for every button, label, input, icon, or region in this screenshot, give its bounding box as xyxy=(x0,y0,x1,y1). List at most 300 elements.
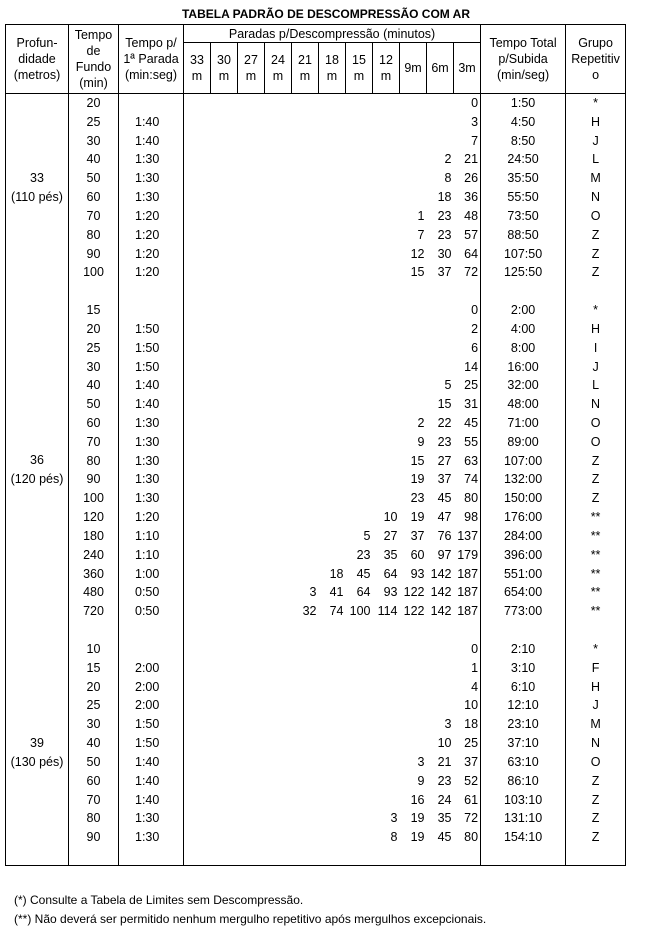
spacer-cell xyxy=(69,621,119,640)
stop-cell xyxy=(319,696,346,715)
table-row xyxy=(6,809,626,828)
spacer-cell xyxy=(566,621,626,640)
stop-cell: 76 xyxy=(437,528,452,543)
stop-header xyxy=(454,43,481,94)
stop-cell xyxy=(427,338,454,357)
spacer-cell xyxy=(6,847,69,866)
first-stop-cell: 1:30 xyxy=(119,828,184,847)
group-header-line: Repetitiv xyxy=(571,52,620,66)
stop-cell xyxy=(346,734,373,753)
stop-cell xyxy=(211,809,238,828)
stop-cell xyxy=(319,206,346,225)
stop-cell xyxy=(184,640,211,659)
group-cell: * xyxy=(566,301,626,320)
stop-cell xyxy=(184,206,211,225)
stop-cell: 7 xyxy=(471,133,479,148)
stop-cell xyxy=(211,338,238,357)
stop-cell: 24 xyxy=(437,792,452,807)
spacer-cell xyxy=(481,621,566,640)
stop-header-line: 21 xyxy=(298,53,312,67)
stop-cell xyxy=(184,734,211,753)
total-time-cell: 55:50 xyxy=(481,188,566,207)
stop-cell: 41 xyxy=(329,585,344,600)
depth-cell xyxy=(6,169,69,204)
stop-cell xyxy=(346,432,373,451)
stop-header xyxy=(373,43,400,94)
stop-cell: 2 xyxy=(417,415,425,430)
stop-cell: 32 xyxy=(302,604,317,619)
first-stop-header-line: 1ª Parada xyxy=(123,52,179,66)
stop-cell xyxy=(184,263,211,282)
stop-cell xyxy=(184,451,211,470)
spacer-cell xyxy=(400,847,427,866)
stop-cell: 3 xyxy=(309,585,317,600)
stop-cell: 63 xyxy=(464,453,479,468)
spacer-cell xyxy=(6,282,69,301)
stop-cell xyxy=(265,658,292,677)
stop-cell xyxy=(292,658,319,677)
stop-cell xyxy=(238,677,265,696)
stop-cell: 0 xyxy=(471,641,479,656)
stop-cell xyxy=(346,301,373,320)
stop-cell xyxy=(319,395,346,414)
total-time-cell: 107:00 xyxy=(481,451,566,470)
depth-cell xyxy=(6,527,69,546)
stop-cell: 19 xyxy=(410,510,425,525)
stop-cell xyxy=(211,771,238,790)
bottom-time-cell: 70 xyxy=(69,432,119,451)
stop-cell: 142 xyxy=(430,604,452,619)
stop-cell xyxy=(211,244,238,263)
stop-header-line: 27 xyxy=(244,53,258,67)
stop-cell: 19 xyxy=(410,811,425,826)
total-time-cell: 150:00 xyxy=(481,489,566,508)
spacer-cell xyxy=(292,282,319,301)
stop-cell: 37 xyxy=(437,472,452,487)
spacer-cell xyxy=(292,847,319,866)
stop-cell xyxy=(265,489,292,508)
stop-cell xyxy=(292,395,319,414)
stop-cell xyxy=(184,790,211,809)
first-stop-cell: 1:30 xyxy=(119,489,184,508)
stop-cell xyxy=(211,451,238,470)
stop-cell xyxy=(238,640,265,659)
table-row xyxy=(6,188,626,207)
stop-cell xyxy=(211,263,238,282)
stop-cell: 3 xyxy=(390,811,398,826)
stop-cell xyxy=(184,809,211,828)
stop-cell xyxy=(400,715,427,734)
stop-cell xyxy=(346,244,373,263)
stop-cell xyxy=(373,677,400,696)
table-title: TABELA PADRÃO DE DESCOMPRESSÃO COM AR xyxy=(181,7,470,21)
stop-cell xyxy=(265,752,292,771)
stop-cell xyxy=(319,470,346,489)
stop-header-line: m xyxy=(353,69,365,83)
stop-cell: 93 xyxy=(410,566,425,581)
stop-cell xyxy=(211,301,238,320)
stop-cell: 45 xyxy=(356,566,371,581)
first-stop-cell: 1:20 xyxy=(119,225,184,244)
stop-cell xyxy=(211,715,238,734)
stop-cell xyxy=(292,564,319,583)
stop-cell xyxy=(211,414,238,433)
table-row xyxy=(6,658,626,677)
table-row xyxy=(6,169,626,188)
table-row xyxy=(6,508,626,527)
stop-cell xyxy=(265,677,292,696)
stop-cell xyxy=(292,508,319,527)
stop-cell xyxy=(238,150,265,169)
stop-cell xyxy=(211,583,238,602)
stop-cell xyxy=(265,790,292,809)
stop-cell xyxy=(400,357,427,376)
first-stop-cell: 1:40 xyxy=(119,790,184,809)
bottom-time-cell: 40 xyxy=(69,150,119,169)
stop-cell xyxy=(400,319,427,338)
group-cell: ** xyxy=(566,527,626,546)
stop-cell xyxy=(346,752,373,771)
stop-cell: 7 xyxy=(417,227,425,242)
stop-cell xyxy=(184,564,211,583)
stop-cell xyxy=(211,752,238,771)
stop-cell xyxy=(427,319,454,338)
depth-feet: (120 pés) xyxy=(10,472,64,487)
depth-cell xyxy=(6,828,69,847)
stop-cell xyxy=(373,94,400,113)
stop-cell xyxy=(238,508,265,527)
stop-cell xyxy=(373,206,400,225)
stop-cell: 64 xyxy=(356,585,371,600)
stop-cell xyxy=(184,489,211,508)
stop-cell xyxy=(292,451,319,470)
stop-cell xyxy=(238,395,265,414)
stop-cell xyxy=(184,94,211,113)
table-row xyxy=(6,828,626,847)
depth-cell xyxy=(6,150,69,169)
depth-cell xyxy=(6,715,69,734)
spacer-cell xyxy=(119,282,184,301)
group-cell: J xyxy=(566,357,626,376)
bottom-time-cell: 180 xyxy=(69,527,119,546)
stop-header xyxy=(292,43,319,94)
stop-cell xyxy=(400,640,427,659)
stop-cell xyxy=(346,508,373,527)
stop-cell: 5 xyxy=(444,378,452,393)
stop-cell xyxy=(184,169,211,188)
stop-cell xyxy=(265,131,292,150)
stop-cell: 64 xyxy=(383,566,398,581)
group-cell: Z xyxy=(566,809,626,828)
stop-header-line: 33 xyxy=(190,53,204,67)
bottom-time-cell: 25 xyxy=(69,696,119,715)
stop-cell xyxy=(400,301,427,320)
group-cell: Z xyxy=(566,225,626,244)
spacer-cell xyxy=(265,621,292,640)
stop-cell xyxy=(238,451,265,470)
stop-cell xyxy=(319,771,346,790)
stop-cell xyxy=(346,188,373,207)
group-cell: N xyxy=(566,188,626,207)
depth-cell xyxy=(6,790,69,809)
stop-cell xyxy=(427,677,454,696)
stop-cell xyxy=(427,357,454,376)
stop-cell: 187 xyxy=(457,585,479,600)
table-row xyxy=(6,677,626,696)
stop-cell xyxy=(238,319,265,338)
stop-cell xyxy=(346,677,373,696)
spacer-cell xyxy=(319,282,346,301)
stop-cell xyxy=(238,752,265,771)
stop-cell xyxy=(265,545,292,564)
spacer-cell xyxy=(427,847,454,866)
stop-cell: 45 xyxy=(464,415,479,430)
bottom-time-header xyxy=(69,25,119,94)
stop-cell: 0 xyxy=(471,303,479,318)
depth-cell xyxy=(6,131,69,150)
spacer-cell xyxy=(119,847,184,866)
table-row xyxy=(6,564,626,583)
stop-cell xyxy=(292,470,319,489)
first-stop-header-line: Tempo p/ xyxy=(125,36,177,50)
stop-cell xyxy=(319,790,346,809)
first-stop-cell: 1:50 xyxy=(119,715,184,734)
bottom-time-cell: 20 xyxy=(69,319,119,338)
stop-cell xyxy=(238,658,265,677)
stop-header-line: 9m xyxy=(404,61,422,75)
stop-cell xyxy=(238,734,265,753)
stop-cell xyxy=(238,432,265,451)
stop-cell: 15 xyxy=(437,397,452,412)
group-cell: ** xyxy=(566,583,626,602)
stop-cell xyxy=(319,244,346,263)
depth-cell xyxy=(6,564,69,583)
stop-cell xyxy=(292,640,319,659)
bottom-time-cell: 70 xyxy=(69,206,119,225)
group-cell: N xyxy=(566,395,626,414)
stop-cell: 9 xyxy=(417,773,425,788)
stop-cell xyxy=(373,131,400,150)
total-time-cell: 4:00 xyxy=(481,319,566,338)
footnote-2: (**) Não deverá ser permitido nenhum mergulho repetitivo após mergulhos excepcionais. xyxy=(14,912,487,926)
total-time-cell: 154:10 xyxy=(481,828,566,847)
stop-cell xyxy=(211,169,238,188)
stop-cell xyxy=(373,263,400,282)
stop-cell xyxy=(211,319,238,338)
spacer-cell xyxy=(292,621,319,640)
table-row xyxy=(6,414,626,433)
stop-header xyxy=(238,43,265,94)
stop-cell xyxy=(265,640,292,659)
stop-cell xyxy=(373,658,400,677)
stop-cell xyxy=(400,94,427,113)
bottom-time-header-line: Tempo xyxy=(74,28,113,42)
stop-cell: 52 xyxy=(464,773,479,788)
stop-header-line: 6m xyxy=(431,61,449,75)
depth-cell xyxy=(6,357,69,376)
total-time-cell: 86:10 xyxy=(481,771,566,790)
stop-cell: 100 xyxy=(349,604,371,619)
spacer-cell xyxy=(211,621,238,640)
group-cell: H xyxy=(566,677,626,696)
stop-cell: 10 xyxy=(383,510,398,525)
first-stop-cell: 1:30 xyxy=(119,169,184,188)
spacer-cell xyxy=(373,621,400,640)
stop-cell xyxy=(265,809,292,828)
stop-cell xyxy=(238,263,265,282)
stop-cell xyxy=(292,301,319,320)
stop-cell: 19 xyxy=(410,472,425,487)
stop-cell: 55 xyxy=(464,434,479,449)
total-time-cell: 2:00 xyxy=(481,301,566,320)
total-time-cell: 176:00 xyxy=(481,508,566,527)
stop-cell xyxy=(184,508,211,527)
bottom-time-cell: 60 xyxy=(69,771,119,790)
stop-cell xyxy=(346,640,373,659)
group-cell: ** xyxy=(566,545,626,564)
stop-cell xyxy=(346,828,373,847)
stop-cell xyxy=(373,771,400,790)
table-row xyxy=(6,131,626,150)
first-stop-cell: 1:10 xyxy=(119,527,184,546)
table-row xyxy=(6,301,626,320)
stop-cell: 97 xyxy=(437,547,452,562)
stop-cell xyxy=(346,395,373,414)
stop-cell xyxy=(184,225,211,244)
stop-cell: 18 xyxy=(464,717,479,732)
stop-cell xyxy=(346,771,373,790)
total-time-header-line: Tempo Total xyxy=(489,36,557,50)
depth-cell xyxy=(6,508,69,527)
stop-cell: 12 xyxy=(410,246,425,261)
bottom-time-cell: 30 xyxy=(69,131,119,150)
stop-cell xyxy=(211,188,238,207)
stop-cell: 47 xyxy=(437,510,452,525)
stop-cell: 80 xyxy=(464,830,479,845)
table-row xyxy=(6,112,626,131)
depth-cell xyxy=(6,640,69,659)
stop-cell: 36 xyxy=(464,190,479,205)
table-row xyxy=(6,470,626,489)
stop-cell: 137 xyxy=(457,528,479,543)
total-time-cell: 23:10 xyxy=(481,715,566,734)
stop-cell xyxy=(400,338,427,357)
stop-cell xyxy=(265,112,292,131)
total-time-cell: 48:00 xyxy=(481,395,566,414)
stop-cell: 8 xyxy=(390,830,398,845)
stop-cell: 93 xyxy=(383,585,398,600)
stop-cell: 114 xyxy=(377,604,398,619)
bottom-time-cell: 15 xyxy=(69,658,119,677)
first-stop-cell: 0:50 xyxy=(119,602,184,621)
spacer-cell xyxy=(373,282,400,301)
stop-cell xyxy=(373,244,400,263)
total-time-header-line: (min/seg) xyxy=(497,68,550,82)
stop-cell xyxy=(292,696,319,715)
stop-cell xyxy=(292,169,319,188)
stop-cell: 98 xyxy=(464,510,479,525)
spacer-cell xyxy=(481,847,566,866)
first-stop-cell: 1:50 xyxy=(119,319,184,338)
stop-cell xyxy=(292,263,319,282)
stop-cell xyxy=(319,658,346,677)
spacer-cell xyxy=(265,847,292,866)
stop-cell xyxy=(319,432,346,451)
stop-cell xyxy=(238,206,265,225)
bottom-time-cell: 40 xyxy=(69,376,119,395)
stop-cell xyxy=(238,470,265,489)
stop-cell xyxy=(211,489,238,508)
stop-cell: 25 xyxy=(464,378,479,393)
table-row xyxy=(6,752,626,771)
group-cell: Z xyxy=(566,771,626,790)
stop-cell xyxy=(238,696,265,715)
stop-cell xyxy=(211,395,238,414)
total-time-cell: 132:00 xyxy=(481,470,566,489)
stop-cell xyxy=(211,376,238,395)
spacer-cell xyxy=(454,847,481,866)
stop-cell xyxy=(184,752,211,771)
stop-cell xyxy=(184,338,211,357)
stop-cell xyxy=(238,771,265,790)
spacer-cell xyxy=(427,621,454,640)
stop-header xyxy=(427,43,454,94)
spacer-cell xyxy=(184,621,211,640)
depth-label xyxy=(6,734,68,772)
stop-cell: 15 xyxy=(410,453,425,468)
stop-cell xyxy=(265,263,292,282)
stop-header-line: m xyxy=(245,69,257,83)
stop-cell: 61 xyxy=(464,792,479,807)
group-cell: O xyxy=(566,432,626,451)
stop-cell xyxy=(292,828,319,847)
stop-cell xyxy=(265,696,292,715)
spacer-cell xyxy=(400,621,427,640)
stop-cell xyxy=(292,150,319,169)
stop-cell: 31 xyxy=(464,397,479,412)
stop-cell: 3 xyxy=(444,717,452,732)
spacer-cell xyxy=(566,282,626,301)
depth-cell xyxy=(6,376,69,395)
stop-cell xyxy=(211,602,238,621)
depth-cell xyxy=(6,414,69,433)
stop-cell xyxy=(346,470,373,489)
spacer-cell xyxy=(238,621,265,640)
stop-cell xyxy=(319,112,346,131)
table-row xyxy=(6,640,626,659)
stop-cell xyxy=(319,357,346,376)
stop-cell xyxy=(373,188,400,207)
bottom-time-cell: 100 xyxy=(69,263,119,282)
stop-cell: 122 xyxy=(403,585,425,600)
stop-cell xyxy=(400,150,427,169)
stop-cell xyxy=(346,206,373,225)
stop-cell xyxy=(184,301,211,320)
stop-cell xyxy=(346,414,373,433)
table-row xyxy=(6,451,626,470)
first-stop-cell: 1:40 xyxy=(119,112,184,131)
first-stop-cell: 1:20 xyxy=(119,508,184,527)
stop-cell xyxy=(373,319,400,338)
stop-cell xyxy=(292,677,319,696)
stop-cell xyxy=(346,319,373,338)
stop-cell xyxy=(265,376,292,395)
total-time-cell: 125:50 xyxy=(481,263,566,282)
stop-cell xyxy=(319,338,346,357)
stop-cell xyxy=(184,715,211,734)
stop-cell: 45 xyxy=(437,491,452,506)
group-cell: Z xyxy=(566,451,626,470)
